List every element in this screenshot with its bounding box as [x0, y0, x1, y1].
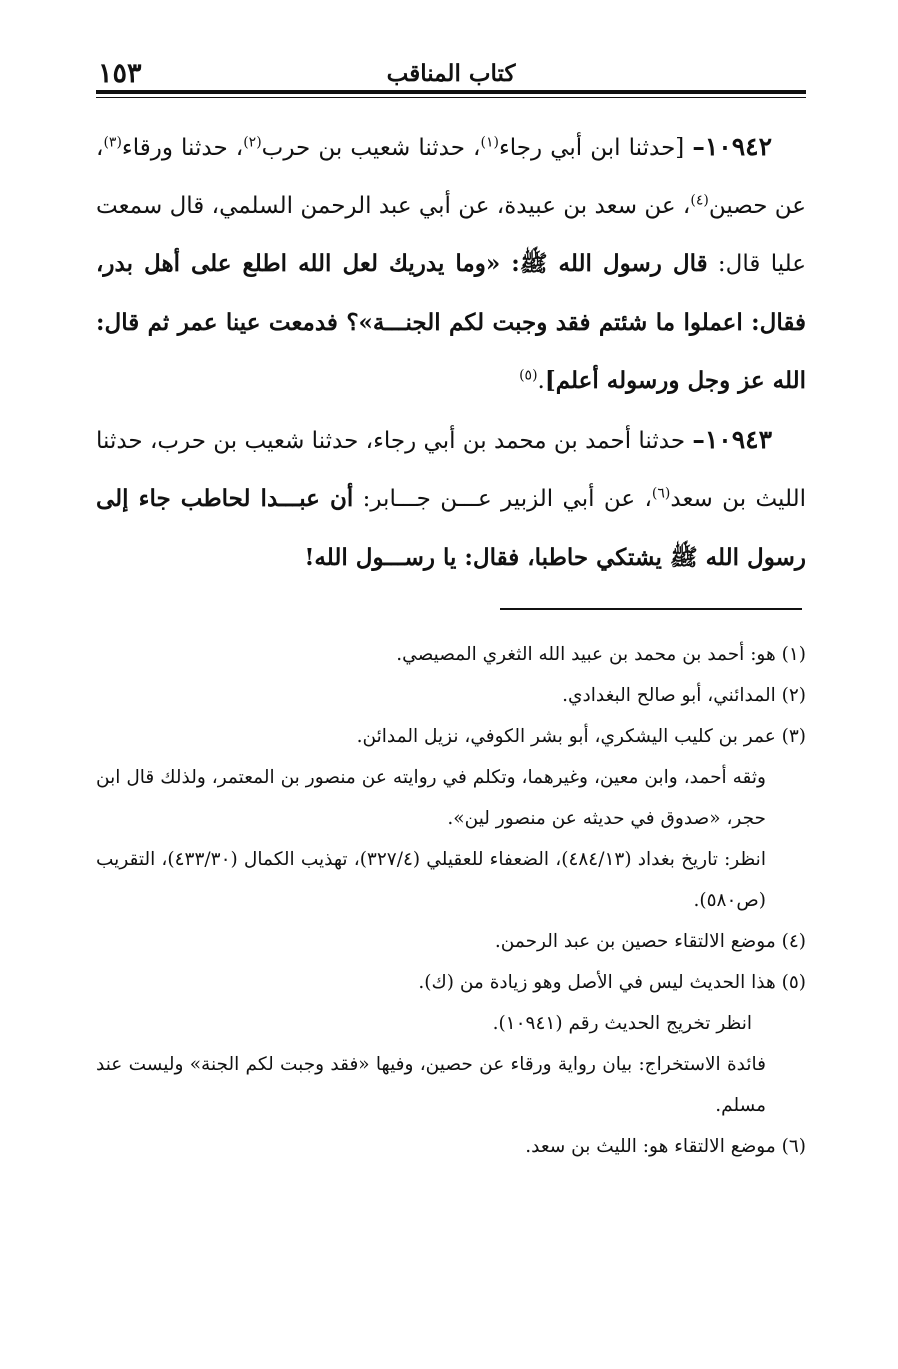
- hadith-text: ، حدثنا شعيب بن حرب: [261, 135, 481, 161]
- hadith-matn: قال رسول الله ﷺ: «وما يدريك لعل الله اطلع على أهل بدر، فقال: اعملوا ما شئتم فقد وجبت لكم الجنـــة»؟ فدمعت عينا عمر ثم قال: الله عز وجل ورسوله أعلم]: [96, 250, 806, 394]
- header-rule-thick: [96, 90, 806, 94]
- footnote-6: (٦) موضع الالتقاء هو: الليث بن سعد.: [525, 1136, 806, 1157]
- footnotes: [96, 634, 806, 1167]
- footnote-3-continuation: وثقه أحمد، وابن معين، وغيرهما، وتكلم في روايته عن منصور بن المعتمر، ولذلك قال ابن حجر، «صدوق في حديثه عن منصور لين».: [96, 767, 766, 829]
- hadith-number: ١٠٩٤٢–: [692, 132, 772, 161]
- hadith-text: ، حدثنا ورقاء: [121, 135, 244, 161]
- page-number: ١٥٣: [98, 58, 142, 89]
- header-rule-thin: [96, 97, 806, 98]
- hadith-text: [حدثنا ابن أبي رجاء: [498, 135, 693, 161]
- footnote-ref: (٤): [690, 191, 709, 208]
- footnote-5: (٥) هذا الحديث ليس في الأصل وهو زيادة من (ك).: [418, 972, 806, 993]
- main-text: [96, 118, 806, 587]
- footnote-1: (١) هو: أحمد بن محمد بن عبيد الله الثغري المصيصي.: [396, 644, 806, 665]
- footnote-ref: (٣): [103, 134, 122, 151]
- hadith-10943: [96, 411, 806, 588]
- footnote-2: (٢) المدائني، أبو صالح البغدادي.: [562, 685, 806, 706]
- hadith-10942: [96, 118, 806, 411]
- hadith-text: ، عن حصين: [96, 135, 806, 219]
- hadith-number: ١٠٩٤٣–: [692, 424, 772, 454]
- footnote-ref: (٦): [651, 485, 671, 502]
- footnote-3: (٣) عمر بن كليب اليشكري، أبو بشر الكوفي، نزيل المدائن.: [356, 726, 806, 747]
- footnote-separator: [500, 608, 802, 610]
- footnote-3-references: انظر: تاريخ بغداد (٤٨٤/١٣)، الضعفاء للعقيلي (٣٢٧/٤)، تهذيب الكمال (٤٣٣/٣٠)، التقريب (ص٥٨٠).: [96, 849, 766, 911]
- footnote-4: (٤) موضع الالتقاء حصين بن عبد الرحمن.: [494, 931, 806, 952]
- page-header: [96, 58, 806, 90]
- hadith-text: ، عن أبي الزبير عـــن جـــابر:: [353, 486, 652, 512]
- footnote-5-benefit: فائدة الاستخراج: بيان رواية ورقاء عن حصين، وفيها «فقد وجبت لكم الجنة» وليست عند مسلم.: [96, 1054, 766, 1116]
- hadith-text: ، عن سعد بن عبيدة، عن أبي عبد الرحمن السلمي، قال سمعت عليا قال:: [96, 192, 806, 277]
- hadith-text: حدثنا أحمد بن محمد بن أبي رجاء، حدثنا شعيب بن حرب، حدثنا الليث بن سعد: [96, 427, 806, 512]
- hadith-matn: أن عبـــدا لحاطب جاء إلى رسول الله ﷺ يشتكي حاطبا، فقال: يا رســـول الله!: [96, 485, 806, 571]
- footnote-ref: (٥): [519, 367, 538, 384]
- footnote-ref: (١): [480, 134, 499, 151]
- hadith-text: .: [537, 368, 545, 394]
- footnote-ref: (٢): [243, 134, 262, 151]
- book-title: كتاب المناقب: [386, 60, 516, 87]
- footnote-5-takhrij: انظر تخريج الحديث رقم (١٠٩٤١).: [492, 1013, 752, 1034]
